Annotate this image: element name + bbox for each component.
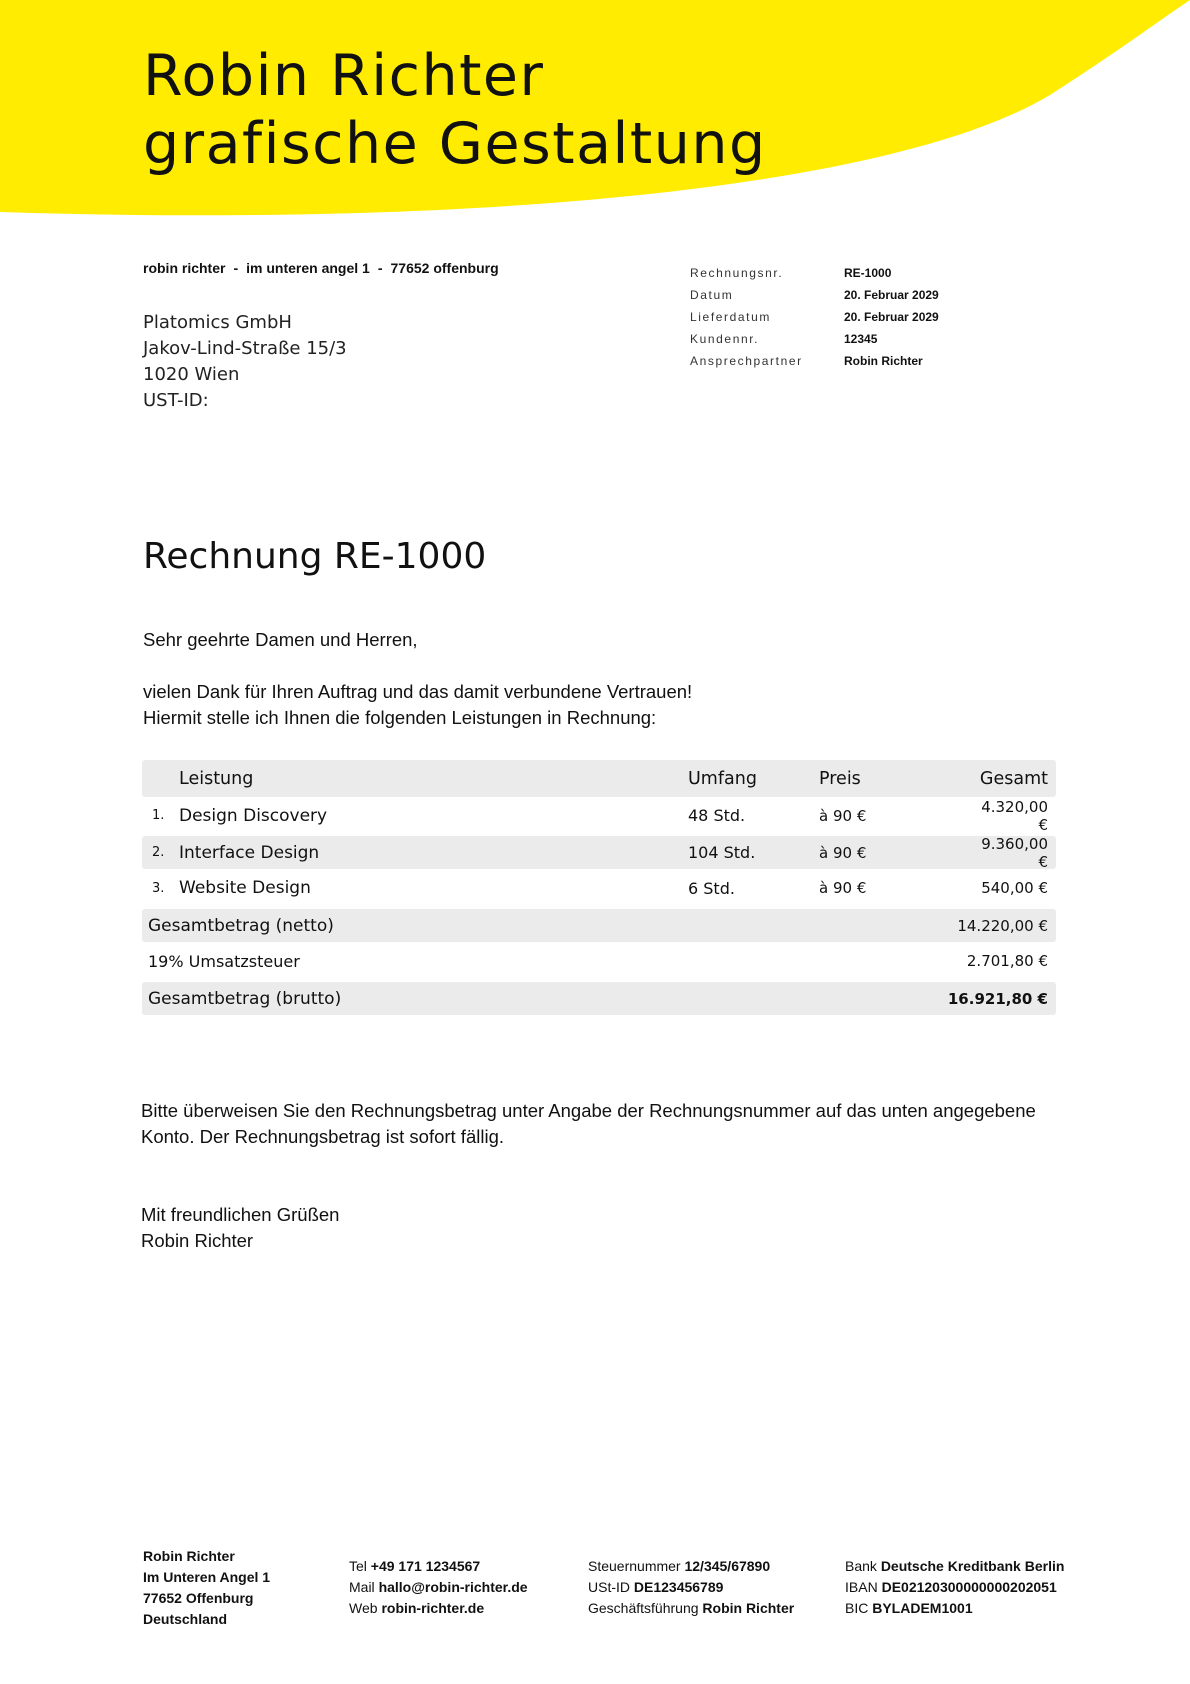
table-row (142, 836, 1056, 869)
footer-label: Mail (349, 1579, 375, 1595)
table-row (142, 869, 1056, 907)
footer-iban: DE02120300000000202051 (881, 1579, 1057, 1595)
gross-total-value: 16.921,80 € (947, 989, 1048, 1008)
meta-value: 20. Februar 2029 (844, 310, 939, 324)
meta-label: Kundennr. (690, 332, 760, 346)
tax-row (142, 942, 1056, 980)
meta-value: 20. Februar 2029 (844, 288, 939, 302)
footer-bank-name: Deutsche Kreditbank Berlin (880, 1558, 1065, 1574)
footer-address-line: Im Unteren Angel 1 (143, 1569, 271, 1585)
row-service: Interface Design (179, 842, 320, 863)
footer-bank-info (845, 1556, 1064, 1619)
row-quantity: 104 Std. (688, 843, 756, 862)
net-total-label: Gesamtbetrag (netto) (148, 915, 334, 936)
tax-value: 2.701,80 € (966, 952, 1048, 970)
footer-label: Bank (845, 1558, 877, 1574)
meta-row-customer-number (690, 328, 939, 350)
header-price: Preis (819, 768, 861, 789)
meta-row-date (690, 284, 939, 306)
net-total-row (142, 909, 1056, 942)
footer-label: BIC (845, 1600, 869, 1616)
meta-row-contact-person (690, 350, 939, 372)
recipient-city: 1020 Wien (143, 364, 240, 385)
greeting: Sehr geehrte Damen und Herren, (143, 629, 418, 650)
invoice-title: Rechnung RE-1000 (143, 536, 487, 577)
meta-row-delivery-date (690, 306, 939, 328)
sender-address-line (143, 260, 499, 276)
payment-note (141, 1098, 1036, 1150)
recipient-address (143, 310, 347, 414)
footer-contact (349, 1556, 528, 1619)
gross-total-row (142, 982, 1056, 1015)
footer-email: hallo@robin-richter.de (378, 1579, 528, 1595)
row-service: Website Design (179, 878, 311, 898)
sender-separator: - (377, 260, 383, 276)
intro-line: Hiermit stelle ich Ihnen die folgenden Leistungen in Rechnung: (143, 707, 657, 728)
sender-separator: - (233, 260, 239, 276)
payment-line: Bitte überweisen Sie den Rechnungsbetrag unter Angabe der Rechnungsnummer auf das unten angegebene (141, 1100, 1036, 1121)
footer-address-line: 77652 Offenburg (143, 1590, 254, 1606)
row-price: à 90 € (819, 879, 867, 897)
footer-bic: BYLADEM1001 (872, 1600, 973, 1616)
intro-line: vielen Dank für Ihren Auftrag und das damit verbundene Vertrauen! (143, 681, 693, 702)
meta-row-invoice-number (690, 262, 939, 284)
row-total: 4.320,00 € (981, 797, 1048, 834)
sender-city: 77652 offenburg (390, 260, 499, 276)
row-price: à 90 € (819, 843, 867, 862)
meta-label: Ansprechpartner (690, 354, 803, 368)
payment-line: Konto. Der Rechnungsbetrag ist sofort fällig. (141, 1126, 504, 1147)
closing-phrase: Mit freundlichen Grüßen (141, 1204, 340, 1225)
row-total: 540,00 € (981, 879, 1048, 897)
meta-value: Robin Richter (844, 354, 923, 368)
sender-street: im unteren angel 1 (246, 260, 370, 276)
footer-label: USt-ID (588, 1579, 630, 1595)
row-service: Design Discovery (179, 805, 328, 826)
row-total: 9.360,00 € (981, 834, 1048, 871)
meta-value: RE-1000 (844, 266, 892, 280)
recipient-street: Jakov-Lind-Straße 15/3 (143, 338, 347, 359)
gross-total-label: Gesamtbetrag (brutto) (148, 988, 342, 1009)
meta-label: Rechnungsnr. (690, 266, 784, 280)
row-number: 2. (152, 845, 165, 860)
table-row (142, 797, 1056, 834)
brand-name: Robin Richter (143, 43, 545, 109)
header-quantity: Umfang (688, 768, 757, 789)
brand-title (143, 42, 767, 178)
footer-label: Steuernummer (588, 1558, 681, 1574)
row-quantity: 6 Std. (688, 878, 735, 898)
signature-name: Robin Richter (141, 1230, 254, 1251)
tax-label: 19% Umsatzsteuer (148, 951, 300, 971)
footer-tax-number: 12/345/67890 (684, 1558, 771, 1574)
invoice-meta (690, 262, 939, 372)
row-number: 1. (152, 808, 165, 823)
recipient-vat: UST-ID: (143, 390, 209, 411)
footer-address-line: Deutschland (143, 1611, 228, 1627)
row-quantity: 48 Std. (688, 806, 746, 825)
row-price: à 90 € (819, 806, 867, 825)
footer-address (143, 1546, 270, 1630)
header-service: Leistung (179, 768, 254, 789)
footer-label: Geschäftsführung (588, 1600, 699, 1616)
meta-value: 12345 (844, 332, 878, 346)
recipient-company: Platomics GmbH (143, 312, 292, 333)
net-total-value: 14.220,00 € (957, 916, 1048, 935)
intro-text (143, 679, 692, 731)
footer-management: Robin Richter (702, 1600, 795, 1616)
row-number: 3. (152, 880, 165, 896)
footer-vat-id: DE123456789 (633, 1579, 724, 1595)
meta-label: Datum (690, 288, 734, 302)
footer-phone: +49 171 1234567 (370, 1558, 481, 1574)
footer-label: Web (349, 1600, 378, 1616)
footer-tax-info (588, 1556, 794, 1619)
footer-label: Tel (349, 1558, 367, 1574)
brand-tagline: grafische Gestaltung (143, 111, 767, 177)
footer-address-line: Robin Richter (143, 1548, 235, 1564)
table-header (142, 760, 1056, 797)
sender-name: robin richter (143, 260, 226, 276)
footer-label: IBAN (845, 1579, 878, 1595)
closing (141, 1202, 339, 1254)
meta-label: Lieferdatum (690, 310, 771, 324)
services-table (142, 760, 1056, 1015)
footer-website: robin-richter.de (381, 1600, 485, 1616)
header-total: Gesamt (979, 768, 1048, 789)
